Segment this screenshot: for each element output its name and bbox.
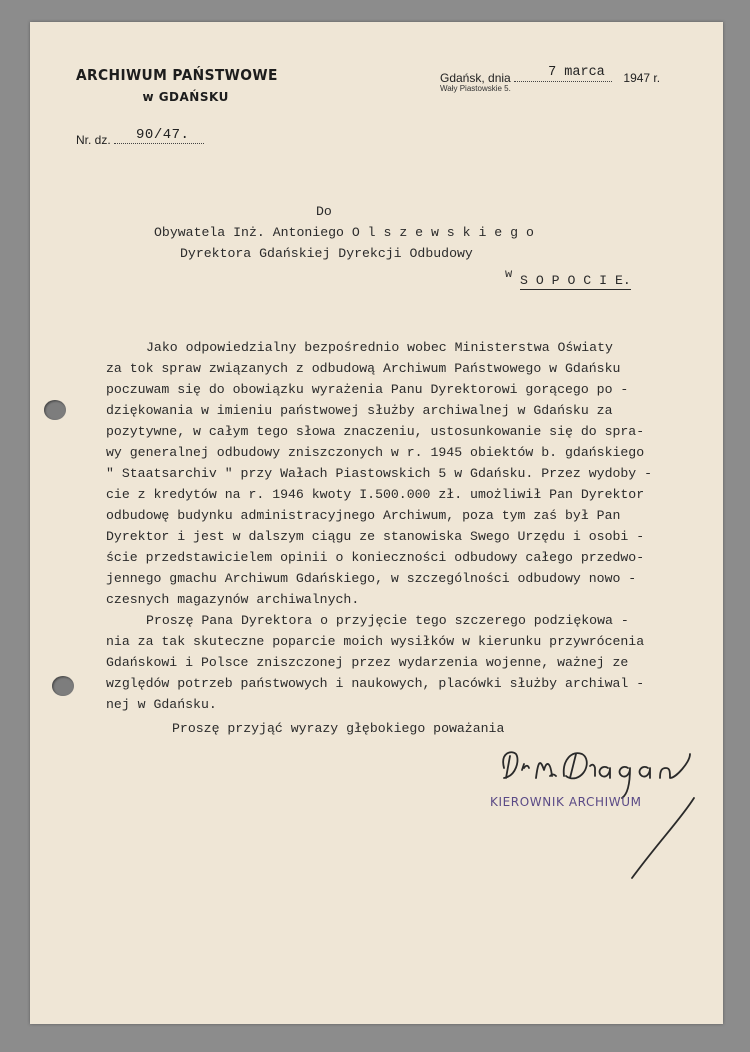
handwritten-signature — [490, 740, 720, 890]
dateline — [440, 65, 661, 85]
recipient-name: Obywatela Inż. Antoniego O l s z e w s k i e g o — [154, 225, 534, 240]
body-line: jennego gmachu Archiwum Gdańskiego, w szczególności odbudowy nowo - — [106, 571, 637, 586]
body-line: nia za tak skuteczne poparcie moich wysiłków w kierunku przywrócenia — [106, 634, 645, 649]
letterhead — [76, 66, 295, 104]
body-line: względów potrzeb państwowych i naukowych, placówki służby archiwal - — [106, 676, 645, 691]
letterhead-city: w GDAŃSKU — [142, 90, 229, 104]
sender-address: Wały Piastowskie 5. — [440, 84, 511, 93]
body-line: dziękowania w imieniu państwowej służby archiwalnej w Gdańsku za — [106, 403, 613, 418]
recipient-title: Dyrektora Gdańskiej Dyrekcji Odbudowy — [180, 246, 473, 261]
dateline-date: 7 marca — [548, 65, 605, 80]
reference-value: 90/47. — [136, 127, 190, 143]
recipient-w: w — [505, 267, 513, 281]
body-line: ście przedstawicielem opinii o konieczności odbudowy całego przedwo- — [106, 550, 645, 565]
dateline-prefix: Gdańsk, dnia — [440, 71, 511, 85]
body-line: poczuwam się do obowiązku wyrażenia Panu Dyrektorowi gorącego po - — [106, 382, 629, 397]
body-line: " Staatsarchiv " przy Wałach Piastowskich 5 w Gdańsku. Przez wydoby - — [106, 466, 653, 481]
punch-hole — [52, 676, 74, 696]
dateline-year: 1947 r. — [623, 71, 661, 85]
body-line: pozytywne, w całym tego słowa znaczeniu, ustosunkowanie się do spra- — [106, 424, 645, 439]
reference-label: Nr. dz. — [76, 133, 111, 147]
recipient-city: S O P O C I E. — [520, 273, 631, 288]
closing-line: Proszę przyjąć wyrazy głębokiego poważania — [172, 721, 505, 736]
punch-hole — [44, 400, 66, 420]
body-line: cie z kredytów na r. 1946 kwoty I.500.000 zł. umożliwił Pan Dyrektor — [106, 487, 645, 502]
body-line: nej w Gdańsku. — [106, 697, 217, 712]
recipient-to: Do — [316, 204, 332, 219]
body-line: Proszę Pana Dyrektora o przyjęcie tego szczerego podziękowa - — [146, 613, 629, 628]
body-line: Jako odpowiedzialny bezpośrednio wobec Ministerstwa Oświaty — [146, 340, 613, 355]
body-line: za tok spraw związanych z odbudową Archiwum Państwowego w Gdańsku — [106, 361, 621, 376]
signature-stamp: KIEROWNIK ARCHIWUM — [490, 795, 642, 809]
body-line: Dyrektor i jest w dalszym ciągu ze stanowiska Swego Urzędu i osobi - — [106, 529, 645, 544]
letterhead-title: ARCHIWUM PAŃSTWOWE — [76, 66, 278, 84]
body-line: wy generalnej odbudowy zniszczonych w r. 1945 obiektów b. gdańskiego — [106, 445, 645, 460]
reference-number — [76, 127, 204, 147]
body-line: czesnych magazynów archiwalnych. — [106, 592, 360, 607]
body-line: odbudowę budynku administracyjnego Archiwum, poza tym zaś był Pan — [106, 508, 621, 523]
body-line: Gdańskowi i Polsce zniszczonej przez wydarzenia wojenne, ważnej ze — [106, 655, 629, 670]
